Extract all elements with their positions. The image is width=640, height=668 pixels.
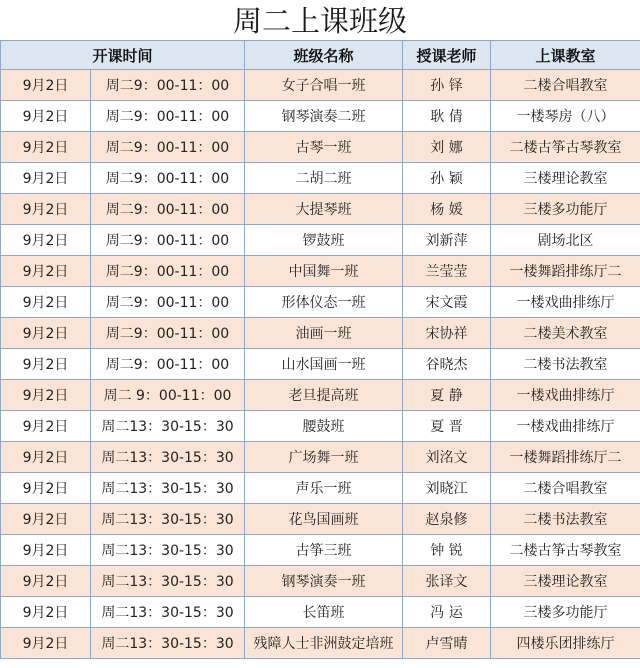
classroom-cell: 一楼戏曲排练厅 bbox=[491, 380, 640, 411]
table-row bbox=[1, 566, 640, 597]
class-name-cell: 花鸟国画班 bbox=[245, 504, 403, 535]
class-name-cell: 油画一班 bbox=[245, 318, 403, 349]
classroom-cell: 二楼合唱教室 bbox=[491, 70, 640, 101]
classroom-cell: 一楼舞蹈排练厅二 bbox=[491, 442, 640, 473]
header-class-name: 班级名称 bbox=[245, 41, 403, 70]
classroom-cell: 二楼古筝古琴教室 bbox=[491, 535, 640, 566]
date-cell: 9月2日 bbox=[1, 194, 91, 225]
table-row bbox=[1, 597, 640, 628]
date-cell: 9月2日 bbox=[1, 473, 91, 504]
time-cell: 周二13：30-15：30 bbox=[91, 597, 245, 628]
header-teacher: 授课老师 bbox=[403, 41, 491, 70]
table-row bbox=[1, 411, 640, 442]
time-cell: 周二9：00-11：00 bbox=[91, 163, 245, 194]
table-row bbox=[1, 380, 640, 411]
class-name-cell: 二胡二班 bbox=[245, 163, 403, 194]
class-name-cell: 钢琴演奏一班 bbox=[245, 566, 403, 597]
class-name-cell: 腰鼓班 bbox=[245, 411, 403, 442]
class-name-cell: 声乐一班 bbox=[245, 473, 403, 504]
classroom-cell: 一楼舞蹈排练厅二 bbox=[491, 256, 640, 287]
date-cell: 9月2日 bbox=[1, 504, 91, 535]
page-title: 周二上课班级 bbox=[232, 4, 407, 38]
classroom-cell: 一楼戏曲排练厅 bbox=[491, 411, 640, 442]
table-row bbox=[1, 101, 640, 132]
teacher-cell: 刘洺文 bbox=[403, 442, 491, 473]
time-cell: 周二13：30-15：30 bbox=[91, 473, 245, 504]
teacher-cell: 孙 颖 bbox=[403, 163, 491, 194]
teacher-cell: 耿 倩 bbox=[403, 101, 491, 132]
class-name-cell: 锣鼓班 bbox=[245, 225, 403, 256]
date-cell: 9月2日 bbox=[1, 318, 91, 349]
time-cell: 周二9：00-11：00 bbox=[91, 256, 245, 287]
time-cell: 周二13：30-15：30 bbox=[91, 442, 245, 473]
table-row bbox=[1, 535, 640, 566]
table-row bbox=[1, 442, 640, 473]
classroom-cell: 三楼多功能厅 bbox=[491, 194, 640, 225]
classroom-cell: 三楼理论教室 bbox=[491, 163, 640, 194]
table-row bbox=[1, 256, 640, 287]
classroom-cell: 一楼琴房（八） bbox=[491, 101, 640, 132]
header-time: 开课时间 bbox=[1, 41, 245, 70]
class-name-cell: 广场舞一班 bbox=[245, 442, 403, 473]
classroom-cell: 二楼合唱教室 bbox=[491, 473, 640, 504]
class-name-cell: 老旦提高班 bbox=[245, 380, 403, 411]
schedule-table bbox=[0, 40, 640, 659]
classroom-cell: 二楼书法教室 bbox=[491, 349, 640, 380]
date-cell: 9月2日 bbox=[1, 628, 91, 659]
table-row bbox=[1, 628, 640, 659]
class-name-cell: 中国舞一班 bbox=[245, 256, 403, 287]
time-cell: 周二9：00-11：00 bbox=[91, 225, 245, 256]
teacher-cell: 钟 锐 bbox=[403, 535, 491, 566]
time-cell: 周二9：00-11：00 bbox=[91, 194, 245, 225]
date-cell: 9月2日 bbox=[1, 411, 91, 442]
date-cell: 9月2日 bbox=[1, 566, 91, 597]
class-name-cell: 形体仪态一班 bbox=[245, 287, 403, 318]
table-row bbox=[1, 132, 640, 163]
class-name-cell: 残障人士非洲鼓定培班 bbox=[245, 628, 403, 659]
time-cell: 周二13：30-15：30 bbox=[91, 504, 245, 535]
classroom-cell: 二楼书法教室 bbox=[491, 504, 640, 535]
class-name-cell: 大提琴班 bbox=[245, 194, 403, 225]
teacher-cell: 杨 媛 bbox=[403, 194, 491, 225]
table-row bbox=[1, 163, 640, 194]
teacher-cell: 冯 运 bbox=[403, 597, 491, 628]
date-cell: 9月2日 bbox=[1, 597, 91, 628]
table-row bbox=[1, 318, 640, 349]
table-row bbox=[1, 194, 640, 225]
teacher-cell: 赵泉修 bbox=[403, 504, 491, 535]
teacher-cell: 宋文霞 bbox=[403, 287, 491, 318]
teacher-cell: 宋协祥 bbox=[403, 318, 491, 349]
time-cell: 周二13：30-15：30 bbox=[91, 411, 245, 442]
teacher-cell: 卢雪晴 bbox=[403, 628, 491, 659]
header-row bbox=[1, 41, 640, 70]
class-name-cell: 古筝三班 bbox=[245, 535, 403, 566]
table-row bbox=[1, 225, 640, 256]
date-cell: 9月2日 bbox=[1, 287, 91, 318]
date-cell: 9月2日 bbox=[1, 349, 91, 380]
time-cell: 周二13：30-15：30 bbox=[91, 535, 245, 566]
teacher-cell: 兰莹莹 bbox=[403, 256, 491, 287]
table-row bbox=[1, 287, 640, 318]
table-row bbox=[1, 504, 640, 535]
classroom-cell: 三楼理论教室 bbox=[491, 566, 640, 597]
classroom-cell: 二楼古筝古琴教室 bbox=[491, 132, 640, 163]
date-cell: 9月2日 bbox=[1, 380, 91, 411]
date-cell: 9月2日 bbox=[1, 535, 91, 566]
class-name-cell: 山水国画一班 bbox=[245, 349, 403, 380]
teacher-cell: 孙 铎 bbox=[403, 70, 491, 101]
teacher-cell: 夏 晋 bbox=[403, 411, 491, 442]
date-cell: 9月2日 bbox=[1, 163, 91, 194]
classroom-cell: 三楼多功能厅 bbox=[491, 597, 640, 628]
teacher-cell: 谷晓杰 bbox=[403, 349, 491, 380]
time-cell: 周二 9：00-11：00 bbox=[91, 380, 245, 411]
teacher-cell: 刘晓江 bbox=[403, 473, 491, 504]
class-name-cell: 长笛班 bbox=[245, 597, 403, 628]
table-body bbox=[1, 70, 640, 659]
teacher-cell: 刘 娜 bbox=[403, 132, 491, 163]
time-cell: 周二9：00-11：00 bbox=[91, 132, 245, 163]
teacher-cell: 夏 静 bbox=[403, 380, 491, 411]
classroom-cell: 一楼戏曲排练厅 bbox=[491, 287, 640, 318]
header-classroom: 上课教室 bbox=[491, 41, 640, 70]
time-cell: 周二9：00-11：00 bbox=[91, 101, 245, 132]
teacher-cell: 刘新萍 bbox=[403, 225, 491, 256]
date-cell: 9月2日 bbox=[1, 132, 91, 163]
time-cell: 周二13：30-15：30 bbox=[91, 566, 245, 597]
date-cell: 9月2日 bbox=[1, 70, 91, 101]
classroom-cell: 剧场北区 bbox=[491, 225, 640, 256]
time-cell: 周二9：00-11：00 bbox=[91, 70, 245, 101]
table-row bbox=[1, 349, 640, 380]
classroom-cell: 四楼乐团排练厅 bbox=[491, 628, 640, 659]
time-cell: 周二9：00-11：00 bbox=[91, 318, 245, 349]
time-cell: 周二9：00-11：00 bbox=[91, 287, 245, 318]
classroom-cell: 二楼美术教室 bbox=[491, 318, 640, 349]
teacher-cell: 张译文 bbox=[403, 566, 491, 597]
table-row bbox=[1, 70, 640, 101]
class-name-cell: 钢琴演奏二班 bbox=[245, 101, 403, 132]
date-cell: 9月2日 bbox=[1, 101, 91, 132]
date-cell: 9月2日 bbox=[1, 225, 91, 256]
time-cell: 周二9：00-11：00 bbox=[91, 349, 245, 380]
date-cell: 9月2日 bbox=[1, 256, 91, 287]
class-name-cell: 女子合唱一班 bbox=[245, 70, 403, 101]
date-cell: 9月2日 bbox=[1, 442, 91, 473]
class-name-cell: 古琴一班 bbox=[245, 132, 403, 163]
time-cell: 周二13：30-15：30 bbox=[91, 628, 245, 659]
table-row bbox=[1, 473, 640, 504]
